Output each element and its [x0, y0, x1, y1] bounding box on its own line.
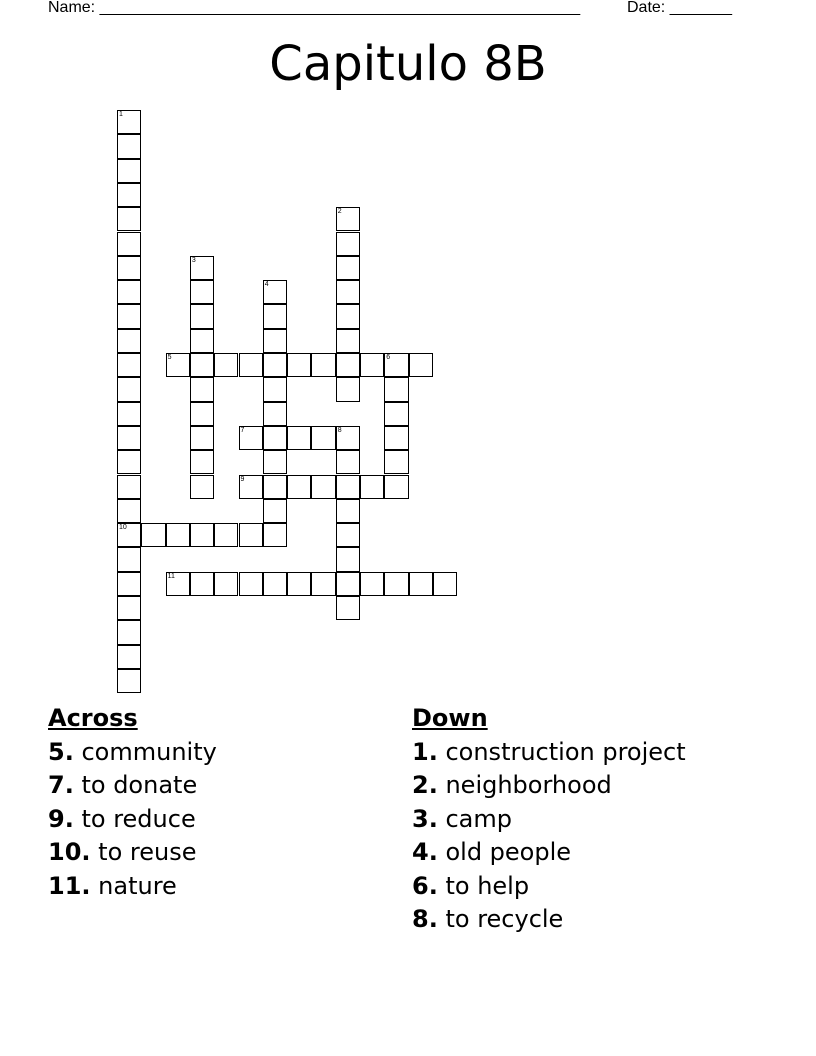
across-clues [48, 702, 217, 903]
across-clue-5 [48, 736, 217, 770]
crossword-cell[interactable] [336, 572, 360, 596]
cell-number: 7 [240, 426, 245, 434]
clue-number: 11. [48, 871, 91, 900]
crossword-cell[interactable] [117, 450, 141, 474]
crossword-cell[interactable] [117, 134, 141, 158]
cell-number: 11 [167, 572, 175, 580]
cell-number: 1 [119, 111, 123, 118]
crossword-cell[interactable] [117, 547, 141, 571]
crossword-cell[interactable] [360, 353, 384, 377]
crossword-cell[interactable] [239, 353, 263, 377]
crossword-cell[interactable] [190, 329, 214, 353]
cell-number: 3 [191, 256, 196, 264]
crossword-cell[interactable] [336, 377, 360, 401]
down-clue-6 [412, 870, 686, 904]
crossword-cell[interactable] [360, 572, 384, 596]
crossword-cell[interactable] [117, 232, 141, 256]
crossword-cell[interactable] [336, 207, 360, 231]
across-clue-9 [48, 803, 217, 837]
crossword-cell[interactable] [166, 523, 190, 547]
crossword-cell[interactable] [117, 353, 141, 377]
clue-text: construction project [445, 737, 686, 766]
crossword-cell[interactable] [190, 402, 214, 426]
crossword-cell[interactable] [336, 232, 360, 256]
crossword-cell[interactable] [117, 426, 141, 450]
crossword-cell[interactable] [263, 402, 287, 426]
clue-number: 3. [412, 804, 438, 833]
across-clue-7 [48, 769, 217, 803]
crossword-cell[interactable] [311, 572, 335, 596]
crossword-cell[interactable] [190, 475, 214, 499]
clue-text: camp [445, 804, 512, 833]
crossword-cell[interactable] [117, 159, 141, 183]
crossword-cell[interactable] [190, 280, 214, 304]
crossword-cell[interactable] [190, 450, 214, 474]
crossword-cell[interactable] [239, 475, 263, 499]
crossword-cell[interactable] [360, 475, 384, 499]
crossword-cell[interactable] [384, 402, 408, 426]
cell-number: 5 [167, 354, 172, 361]
crossword-cell[interactable] [190, 377, 214, 401]
clue-number: 2. [412, 771, 438, 799]
crossword-cell[interactable] [263, 280, 287, 304]
clue-text: to reduce [81, 804, 196, 833]
cell-number: 2 [337, 208, 342, 216]
crossword-cell[interactable] [263, 353, 287, 377]
crossword-cell[interactable] [117, 620, 141, 644]
clue-number: 7. [48, 771, 74, 799]
clue-number: 9. [48, 804, 74, 833]
crossword-cell[interactable] [117, 572, 141, 596]
crossword-cell[interactable] [263, 475, 287, 499]
crossword-cell[interactable] [287, 353, 311, 377]
crossword-cell[interactable] [384, 426, 408, 450]
crossword-cell[interactable] [336, 547, 360, 571]
crossword-cell[interactable] [311, 353, 335, 377]
crossword-cell[interactable] [336, 280, 360, 304]
crossword-cell[interactable] [117, 523, 141, 547]
crossword-cell[interactable] [239, 523, 263, 547]
crossword-cell[interactable] [384, 450, 408, 474]
cell-number: 10 [119, 524, 127, 532]
crossword-cell[interactable] [287, 572, 311, 596]
cell-number: 9 [240, 475, 245, 483]
crossword-cell[interactable] [141, 523, 165, 547]
across-clue-10 [48, 836, 217, 870]
down-clue-8 [412, 903, 686, 937]
clue-number: 10. [48, 838, 91, 866]
clue-text: nature [98, 871, 177, 900]
crossword-cell[interactable] [384, 353, 408, 377]
date-field-line: Date: _______ [627, 0, 732, 16]
crossword-cell[interactable] [287, 426, 311, 450]
crossword-cell[interactable] [409, 572, 433, 596]
clue-text: neighborhood [445, 771, 612, 799]
clue-text: to reuse [98, 838, 197, 866]
crossword-cell[interactable] [117, 207, 141, 231]
across-heading: Across [48, 704, 138, 732]
clue-number: 6. [412, 871, 438, 900]
crossword-cell[interactable] [263, 304, 287, 328]
clue-text: to recycle [445, 905, 564, 933]
cell-number: 8 [337, 426, 342, 434]
crossword-cell[interactable] [166, 353, 190, 377]
across-clue-11 [48, 870, 217, 904]
crossword-cell[interactable] [263, 523, 287, 547]
crossword-cell[interactable] [117, 645, 141, 669]
down-clues [412, 702, 686, 937]
crossword-cell[interactable] [336, 475, 360, 499]
crossword-cell[interactable] [117, 669, 141, 693]
crossword-cell[interactable] [117, 596, 141, 620]
crossword-cell[interactable] [117, 183, 141, 207]
crossword-cell[interactable] [336, 450, 360, 474]
name-field-line: Name: ______________________________________________________ [48, 0, 581, 16]
crossword-cell[interactable] [384, 475, 408, 499]
crossword-cell[interactable] [117, 304, 141, 328]
crossword-cell[interactable] [336, 596, 360, 620]
clue-number: 5. [48, 737, 74, 766]
crossword-cell[interactable] [117, 280, 141, 304]
crossword-cell[interactable] [190, 523, 214, 547]
crossword-cell[interactable] [214, 353, 238, 377]
crossword-cell[interactable] [117, 329, 141, 353]
crossword-cell[interactable] [117, 377, 141, 401]
crossword-cell[interactable] [190, 304, 214, 328]
down-clue-2 [412, 769, 686, 803]
crossword-cell[interactable] [311, 426, 335, 450]
crossword-cell[interactable] [117, 110, 141, 134]
crossword-cell[interactable] [190, 256, 214, 280]
crossword-cell[interactable] [239, 572, 263, 596]
clue-number: 1. [412, 737, 438, 766]
crossword-cell[interactable] [336, 353, 360, 377]
crossword-cell[interactable] [336, 256, 360, 280]
clue-text: community [81, 737, 217, 766]
crossword-cell[interactable] [117, 402, 141, 426]
crossword-cell[interactable] [263, 329, 287, 353]
down-clue-1 [412, 736, 686, 770]
crossword-cell[interactable] [117, 499, 141, 523]
crossword-cell[interactable] [336, 499, 360, 523]
crossword-cell[interactable] [166, 572, 190, 596]
crossword-cell[interactable] [384, 377, 408, 401]
crossword-cell[interactable] [117, 475, 141, 499]
down-clue-4 [412, 836, 686, 870]
crossword-cell[interactable] [190, 353, 214, 377]
clue-text: to donate [81, 771, 198, 799]
clue-number: 4. [412, 838, 438, 866]
crossword-cell[interactable] [190, 572, 214, 596]
down-heading: Down [412, 704, 488, 732]
crossword-cell[interactable] [336, 304, 360, 328]
clue-text: old people [445, 838, 572, 866]
crossword-cell[interactable] [263, 426, 287, 450]
crossword-cell[interactable] [190, 426, 214, 450]
crossword-cell[interactable] [336, 426, 360, 450]
crossword-cell[interactable] [287, 475, 311, 499]
crossword-cell[interactable] [263, 377, 287, 401]
clue-text: to help [445, 871, 530, 900]
crossword-cell[interactable] [117, 256, 141, 280]
down-clue-3 [412, 803, 686, 837]
crossword-cell[interactable] [263, 572, 287, 596]
crossword-cell[interactable] [409, 353, 433, 377]
crossword-cell[interactable] [336, 523, 360, 547]
page-title: Capitulo 8B [269, 36, 547, 92]
crossword-cell[interactable] [336, 329, 360, 353]
crossword-cell[interactable] [311, 475, 335, 499]
crossword-cell[interactable] [384, 572, 408, 596]
crossword-cell[interactable] [214, 572, 238, 596]
crossword-cell[interactable] [214, 523, 238, 547]
crossword-cell[interactable] [239, 426, 263, 450]
cell-number: 6 [386, 354, 391, 361]
crossword-cell[interactable] [433, 572, 457, 596]
crossword-cell[interactable] [263, 499, 287, 523]
crossword-cell[interactable] [263, 450, 287, 474]
cell-number: 4 [264, 281, 269, 289]
clue-number: 8. [412, 905, 438, 933]
